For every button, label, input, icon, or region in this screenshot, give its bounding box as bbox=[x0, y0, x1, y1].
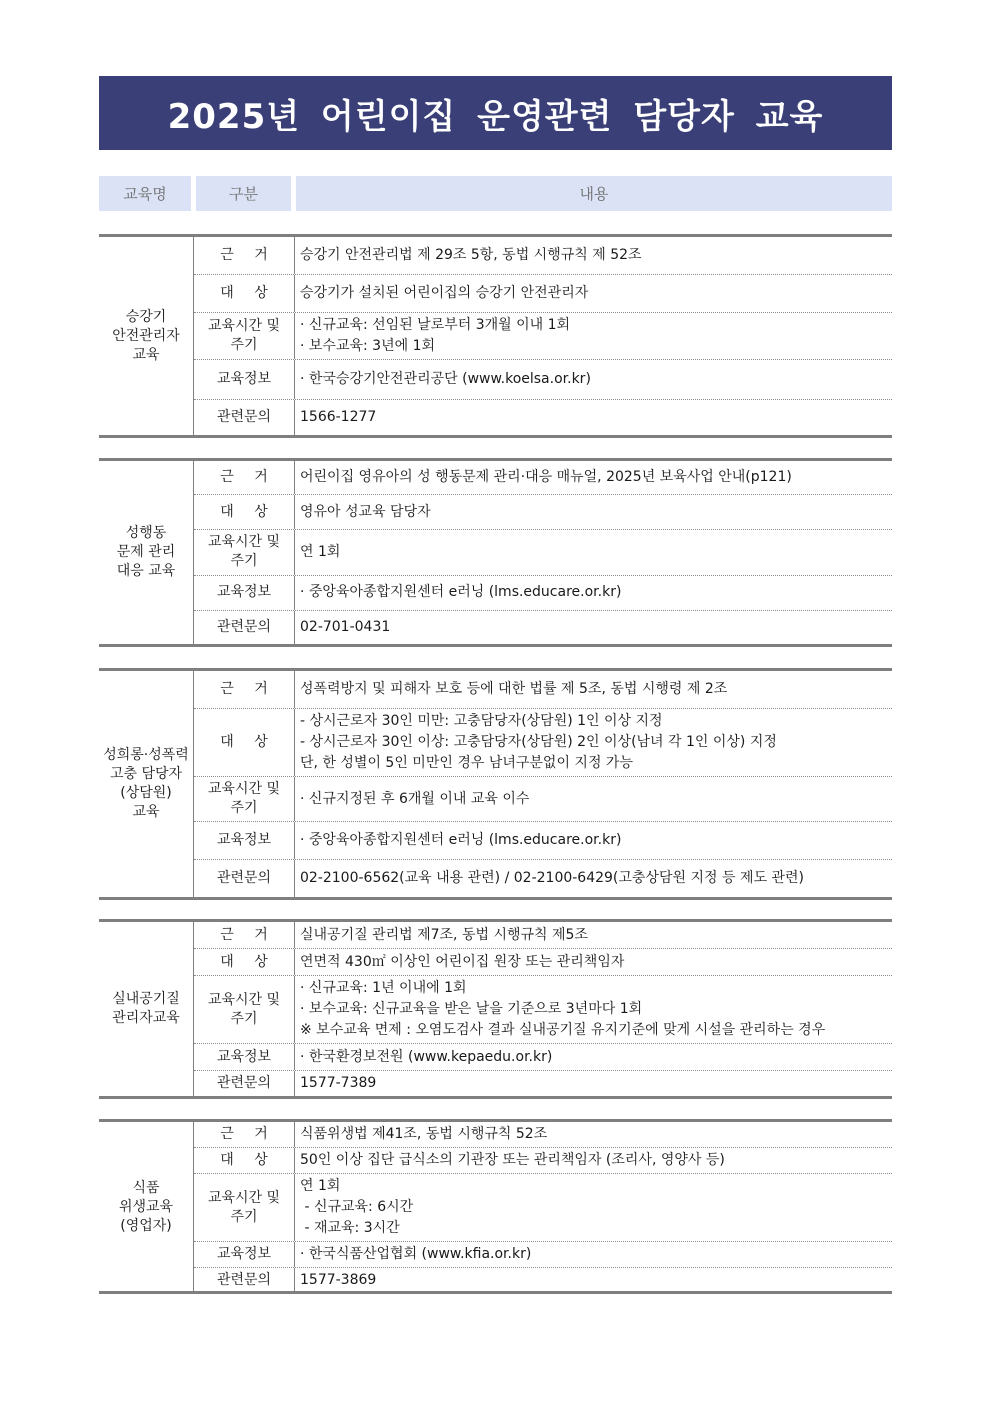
row-label: 관련문의 bbox=[194, 611, 295, 644]
row-value bbox=[295, 1122, 892, 1147]
row-value bbox=[295, 949, 892, 975]
section-name: 실내공기질 관리자교육 bbox=[99, 922, 194, 1096]
table-row bbox=[194, 575, 892, 609]
table-row bbox=[194, 359, 892, 399]
row-value bbox=[295, 709, 892, 776]
row-label: 근 거 bbox=[194, 1122, 295, 1147]
row-value bbox=[295, 1071, 892, 1096]
section-rows bbox=[194, 922, 892, 1096]
row-label: 교육시간 및 주기 bbox=[194, 313, 295, 359]
value-line: 실내공기질 관리법 제7조, 동법 시행규칙 제5조 bbox=[300, 926, 588, 943]
value-line: · 중앙육아종합지원센터 e러닝 (lms.educare.or.kr) bbox=[300, 584, 622, 601]
table-row bbox=[194, 1122, 892, 1147]
table-row bbox=[194, 237, 892, 274]
header-education-name: 교육명 bbox=[99, 176, 191, 211]
section-elevator-safety bbox=[99, 234, 892, 438]
row-label: 교육정보 bbox=[194, 576, 295, 609]
row-value bbox=[295, 1174, 892, 1241]
row-value bbox=[295, 530, 892, 575]
value-line: 연면적 430㎡ 이상인 어린이집 원장 또는 관리책임자 bbox=[300, 953, 625, 970]
value-line: · 중앙육아종합지원센터 e러닝 (lms.educare.or.kr) bbox=[300, 832, 622, 849]
section-name: 식품 위생교육 (영업자) bbox=[99, 1122, 194, 1293]
title-banner bbox=[99, 76, 892, 150]
row-label: 교육정보 bbox=[194, 1044, 295, 1069]
section-indoor-air bbox=[99, 919, 892, 1099]
table-row bbox=[194, 610, 892, 644]
section-food-hygiene bbox=[99, 1119, 892, 1294]
header-category: 구분 bbox=[196, 176, 291, 211]
table-row bbox=[194, 975, 892, 1043]
row-value bbox=[295, 777, 892, 822]
row-label: 대 상 bbox=[194, 949, 295, 975]
row-value bbox=[295, 1268, 892, 1293]
value-line: 성폭력방지 및 피해자 보호 등에 대한 법률 제 5조, 동법 시행령 제 2조 bbox=[300, 680, 728, 697]
row-label: 대 상 bbox=[194, 709, 295, 776]
row-label: 대 상 bbox=[194, 495, 295, 528]
row-label: 관련문의 bbox=[194, 860, 295, 897]
row-value bbox=[295, 860, 892, 897]
value-line: - 상시근로자 30인 이상: 고충담당자(상담원) 2인 이상(남녀 각 1인 이상) 지정 bbox=[300, 733, 777, 750]
value-line: - 재교육: 3시간 bbox=[300, 1220, 400, 1236]
value-line: 1577-7389 bbox=[300, 1074, 377, 1091]
section-name: 승강기 안전관리자 교육 bbox=[99, 237, 194, 435]
page-title: 2025년 어린이집 운영관련 담당자 교육 bbox=[167, 96, 824, 137]
row-value bbox=[295, 313, 892, 359]
value-line: 연 1회 bbox=[300, 1178, 341, 1194]
table-row bbox=[194, 671, 892, 708]
row-label: 근 거 bbox=[194, 922, 295, 948]
value-line: · 보수교육: 3년에 1회 bbox=[300, 338, 435, 354]
value-line: - 신규교육: 6시간 bbox=[300, 1199, 414, 1215]
value-line: · 보수교육: 신규교육을 받은 날을 기준으로 3년마다 1회 bbox=[300, 1001, 643, 1018]
row-value bbox=[295, 576, 892, 609]
section-name: 성희롱·성폭력 고충 담당자 (상담원) 교육 bbox=[99, 671, 194, 897]
value-line: 승강기가 설치된 어린이집의 승강기 안전관리자 bbox=[300, 285, 589, 301]
row-label: 관련문의 bbox=[194, 1268, 295, 1293]
value-line: 식품위생법 제41조, 동법 시행규칙 52조 bbox=[300, 1126, 548, 1142]
row-label: 교육시간 및 주기 bbox=[194, 976, 295, 1043]
row-value bbox=[295, 461, 892, 494]
row-value bbox=[295, 1044, 892, 1069]
row-label: 교육시간 및 주기 bbox=[194, 777, 295, 822]
table-row bbox=[194, 312, 892, 359]
value-line: 1566-1277 bbox=[300, 408, 377, 425]
value-line: 어린이집 영유아의 성 행동문제 관리·대응 매뉴얼, 2025년 보육사업 안내(p121) bbox=[300, 469, 792, 486]
value-line: 연 1회 bbox=[300, 543, 341, 560]
value-line: 02-701-0431 bbox=[300, 618, 391, 635]
header-content: 내용 bbox=[296, 176, 892, 211]
section-name: 성행동 문제 관리 대응 교육 bbox=[99, 461, 194, 644]
value-line: - 상시근로자 30인 미만: 고충담당자(상담원) 1인 이상 지정 bbox=[300, 712, 663, 729]
table-row bbox=[194, 1147, 892, 1173]
row-value bbox=[295, 1148, 892, 1173]
table-row bbox=[194, 859, 892, 897]
value-line: ※ 보수교육 면제 : 오염도검사 결과 실내공기질 유지기준에 맞게 시설을 관리하는 경우 bbox=[300, 1022, 826, 1039]
table-row bbox=[194, 1241, 892, 1267]
value-line: 1577-3869 bbox=[300, 1272, 377, 1288]
table-row bbox=[194, 274, 892, 312]
value-line: · 한국식품산업협회 (www.kfia.or.kr) bbox=[300, 1246, 532, 1262]
section-harassment-counselor bbox=[99, 668, 892, 900]
row-value bbox=[295, 922, 892, 948]
row-label: 관련문의 bbox=[194, 400, 295, 435]
row-value bbox=[295, 671, 892, 708]
table-row bbox=[194, 1267, 892, 1293]
section-rows bbox=[194, 461, 892, 644]
row-value bbox=[295, 275, 892, 312]
table-row bbox=[194, 922, 892, 948]
section-rows bbox=[194, 237, 892, 435]
row-label: 대 상 bbox=[194, 1148, 295, 1173]
row-label: 교육시간 및 주기 bbox=[194, 1174, 295, 1241]
row-label: 교육시간 및 주기 bbox=[194, 530, 295, 575]
row-value bbox=[295, 1242, 892, 1267]
table-row bbox=[194, 461, 892, 494]
row-value bbox=[295, 237, 892, 274]
row-value bbox=[295, 400, 892, 435]
value-line: 승강기 안전관리법 제 29조 5항, 동법 시행규칙 제 52조 bbox=[300, 247, 642, 263]
value-line: 02-2100-6562(교육 내용 관련) / 02-2100-6429(고충상담원 지정 등 제도 관련) bbox=[300, 870, 804, 887]
table-row bbox=[194, 399, 892, 435]
row-value bbox=[295, 822, 892, 859]
section-rows bbox=[194, 671, 892, 897]
table-row bbox=[194, 708, 892, 776]
table-row bbox=[194, 948, 892, 975]
value-line: 영유아 성교육 담당자 bbox=[300, 503, 431, 520]
row-label: 근 거 bbox=[194, 461, 295, 494]
row-label: 관련문의 bbox=[194, 1071, 295, 1096]
row-value bbox=[295, 976, 892, 1043]
value-line: · 한국환경보전원 (www.kepaedu.or.kr) bbox=[300, 1048, 553, 1065]
value-line: · 한국승강기안전관리공단 (www.koelsa.or.kr) bbox=[300, 370, 591, 387]
row-label: 교육정보 bbox=[194, 1242, 295, 1267]
table-row bbox=[194, 776, 892, 822]
row-label: 대 상 bbox=[194, 275, 295, 312]
table-row bbox=[194, 821, 892, 859]
value-line: 50인 이상 집단 급식소의 기관장 또는 관리책임자 (조리사, 영양사 등) bbox=[300, 1152, 725, 1168]
value-line: 단, 한 성별이 5인 미만인 경우 남녀구분없이 지정 가능 bbox=[300, 754, 633, 771]
row-label: 교육정보 bbox=[194, 360, 295, 399]
table-row bbox=[194, 494, 892, 528]
row-label: 근 거 bbox=[194, 671, 295, 708]
row-label: 근 거 bbox=[194, 237, 295, 274]
value-line: · 신규교육: 선임된 날로부터 3개월 이내 1회 bbox=[300, 317, 571, 333]
table-row bbox=[194, 1070, 892, 1096]
table-row bbox=[194, 1173, 892, 1241]
row-label: 교육정보 bbox=[194, 822, 295, 859]
table-row bbox=[194, 1043, 892, 1069]
value-line: · 신규지정된 후 6개월 이내 교육 이수 bbox=[300, 790, 530, 807]
value-line: · 신규교육: 1년 이내에 1회 bbox=[300, 980, 467, 997]
row-value bbox=[295, 495, 892, 528]
section-rows bbox=[194, 1122, 892, 1293]
section-sexual-behavior bbox=[99, 458, 892, 647]
table-row bbox=[194, 529, 892, 575]
row-value bbox=[295, 360, 892, 399]
row-value bbox=[295, 611, 892, 644]
